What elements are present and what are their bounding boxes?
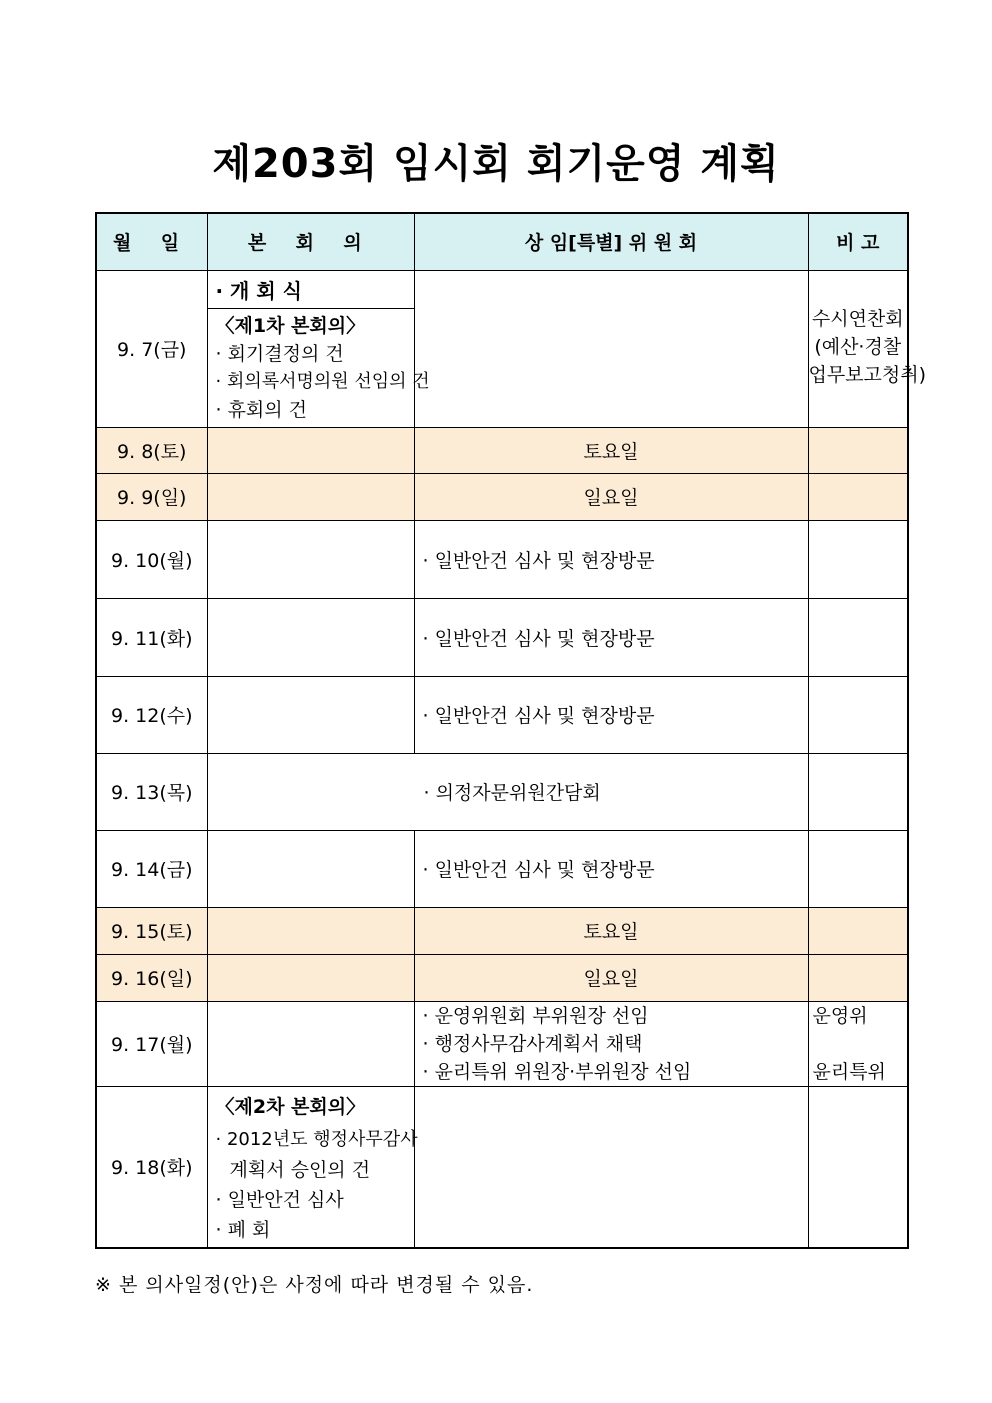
table-header-row	[96, 213, 908, 270]
plenary-cell	[207, 598, 414, 676]
plenary-item: · 일반안건 심사	[215, 1188, 344, 1211]
plenary-cell	[207, 427, 414, 473]
date-cell: 9. 17(월)	[96, 1001, 207, 1086]
remarks-cell	[808, 520, 908, 598]
table-row	[96, 954, 908, 1001]
opening-ceremony: · 개 회 식	[207, 270, 414, 308]
plenary-item: · 휴회의 건	[215, 398, 308, 421]
plenary-cell	[207, 954, 414, 1001]
header-committee: 상 임[특별] 위 원 회	[414, 213, 808, 270]
committee-cell	[414, 270, 808, 427]
header-remarks: 비 고	[808, 213, 908, 270]
committee-cell: · 일반안건 심사 및 현장방문	[414, 830, 808, 907]
plenary-session-title: 〈제2차 본회의〉	[215, 1095, 366, 1118]
remarks-cell	[808, 473, 908, 520]
committee-cell: 일요일	[414, 473, 808, 520]
date-cell: 9. 7(금)	[96, 270, 207, 427]
remarks-cell	[808, 676, 908, 753]
table-row	[96, 907, 908, 954]
remarks-line: (예산·경찰	[814, 335, 902, 358]
plenary-item: 계획서 승인의 건	[229, 1158, 371, 1181]
remarks-cell	[808, 598, 908, 676]
committee-cell: · 일반안건 심사 및 현장방문	[414, 520, 808, 598]
committee-cell	[414, 1086, 808, 1248]
plenary-cell	[207, 907, 414, 954]
date-cell: 9. 16(일)	[96, 954, 207, 1001]
committee-cell: · 일반안건 심사 및 현장방문	[414, 676, 808, 753]
plenary-item: · 회기결정의 건	[215, 342, 344, 365]
remarks-line	[813, 1030, 908, 1058]
remarks-line: 업무보고청취)	[808, 363, 927, 386]
table-row	[96, 676, 908, 753]
date-cell: 9. 11(화)	[96, 598, 207, 676]
remarks-cell	[808, 270, 927, 427]
date-cell: 9. 14(금)	[96, 830, 207, 907]
date-cell: 9. 8(토)	[96, 427, 207, 473]
plenary-session-title: 〈제1차 본회의〉	[215, 314, 366, 337]
remarks-cell	[808, 907, 908, 954]
plenary-cell	[207, 1086, 418, 1248]
date-cell: 9. 12(수)	[96, 676, 207, 753]
committee-item: · 행정사무감사계획서 채택	[422, 1032, 643, 1055]
committee-cell: 일요일	[414, 954, 808, 1001]
schedule-table	[95, 212, 927, 1249]
plenary-cell	[207, 676, 414, 753]
table-row	[96, 1001, 908, 1086]
table-row	[96, 520, 908, 598]
date-cell: 9. 18(화)	[96, 1086, 207, 1248]
footnote: ※ 본 의사일정(안)은 사정에 따라 변경될 수 있음.	[95, 1274, 534, 1296]
remarks-line: 수시연찬회	[811, 307, 904, 330]
remarks-line: 운영위	[812, 1004, 868, 1027]
plenary-item: · 회의록서명의원 선임의 건	[215, 370, 430, 392]
table-row	[96, 753, 908, 830]
plenary-cell	[207, 830, 414, 907]
table-row	[96, 830, 908, 907]
header-date: 월 일	[96, 213, 207, 270]
header-plenary: 본 회 의	[207, 213, 414, 270]
plenary-item: · 폐 회	[215, 1218, 271, 1241]
plenary-cell	[207, 473, 414, 520]
remarks-cell	[808, 954, 908, 1001]
merged-cell: · 의정자문위원간담회	[207, 753, 808, 830]
remarks-line: 윤리특위	[812, 1060, 886, 1083]
plenary-cell	[207, 1001, 414, 1086]
plenary-cell	[207, 308, 430, 427]
table-row	[96, 427, 908, 473]
page-title: 제203회 임시회 회기운영 계획	[212, 141, 780, 187]
remarks-cell	[808, 1086, 908, 1248]
remarks-cell	[808, 830, 908, 907]
committee-item: · 윤리특위 위원장·부위원장 선임	[422, 1060, 692, 1083]
plenary-cell	[207, 520, 414, 598]
committee-item: · 운영위원회 부위원장 선임	[422, 1004, 649, 1027]
remarks-cell	[808, 427, 908, 473]
committee-cell: 토요일	[414, 427, 808, 473]
committee-cell	[414, 1001, 808, 1086]
plenary-item: · 2012년도 행정사무감사	[215, 1128, 418, 1150]
table-row	[96, 598, 908, 676]
table-row	[96, 1086, 908, 1248]
remarks-cell	[808, 1001, 908, 1086]
date-cell: 9. 13(목)	[96, 753, 207, 830]
remarks-cell	[808, 753, 908, 830]
date-cell: 9. 15(토)	[96, 907, 207, 954]
table-row	[96, 270, 908, 308]
table-row	[96, 473, 908, 520]
date-cell: 9. 9(일)	[96, 473, 207, 520]
committee-cell: · 일반안건 심사 및 현장방문	[414, 598, 808, 676]
committee-cell: 토요일	[414, 907, 808, 954]
date-cell: 9. 10(월)	[96, 520, 207, 598]
